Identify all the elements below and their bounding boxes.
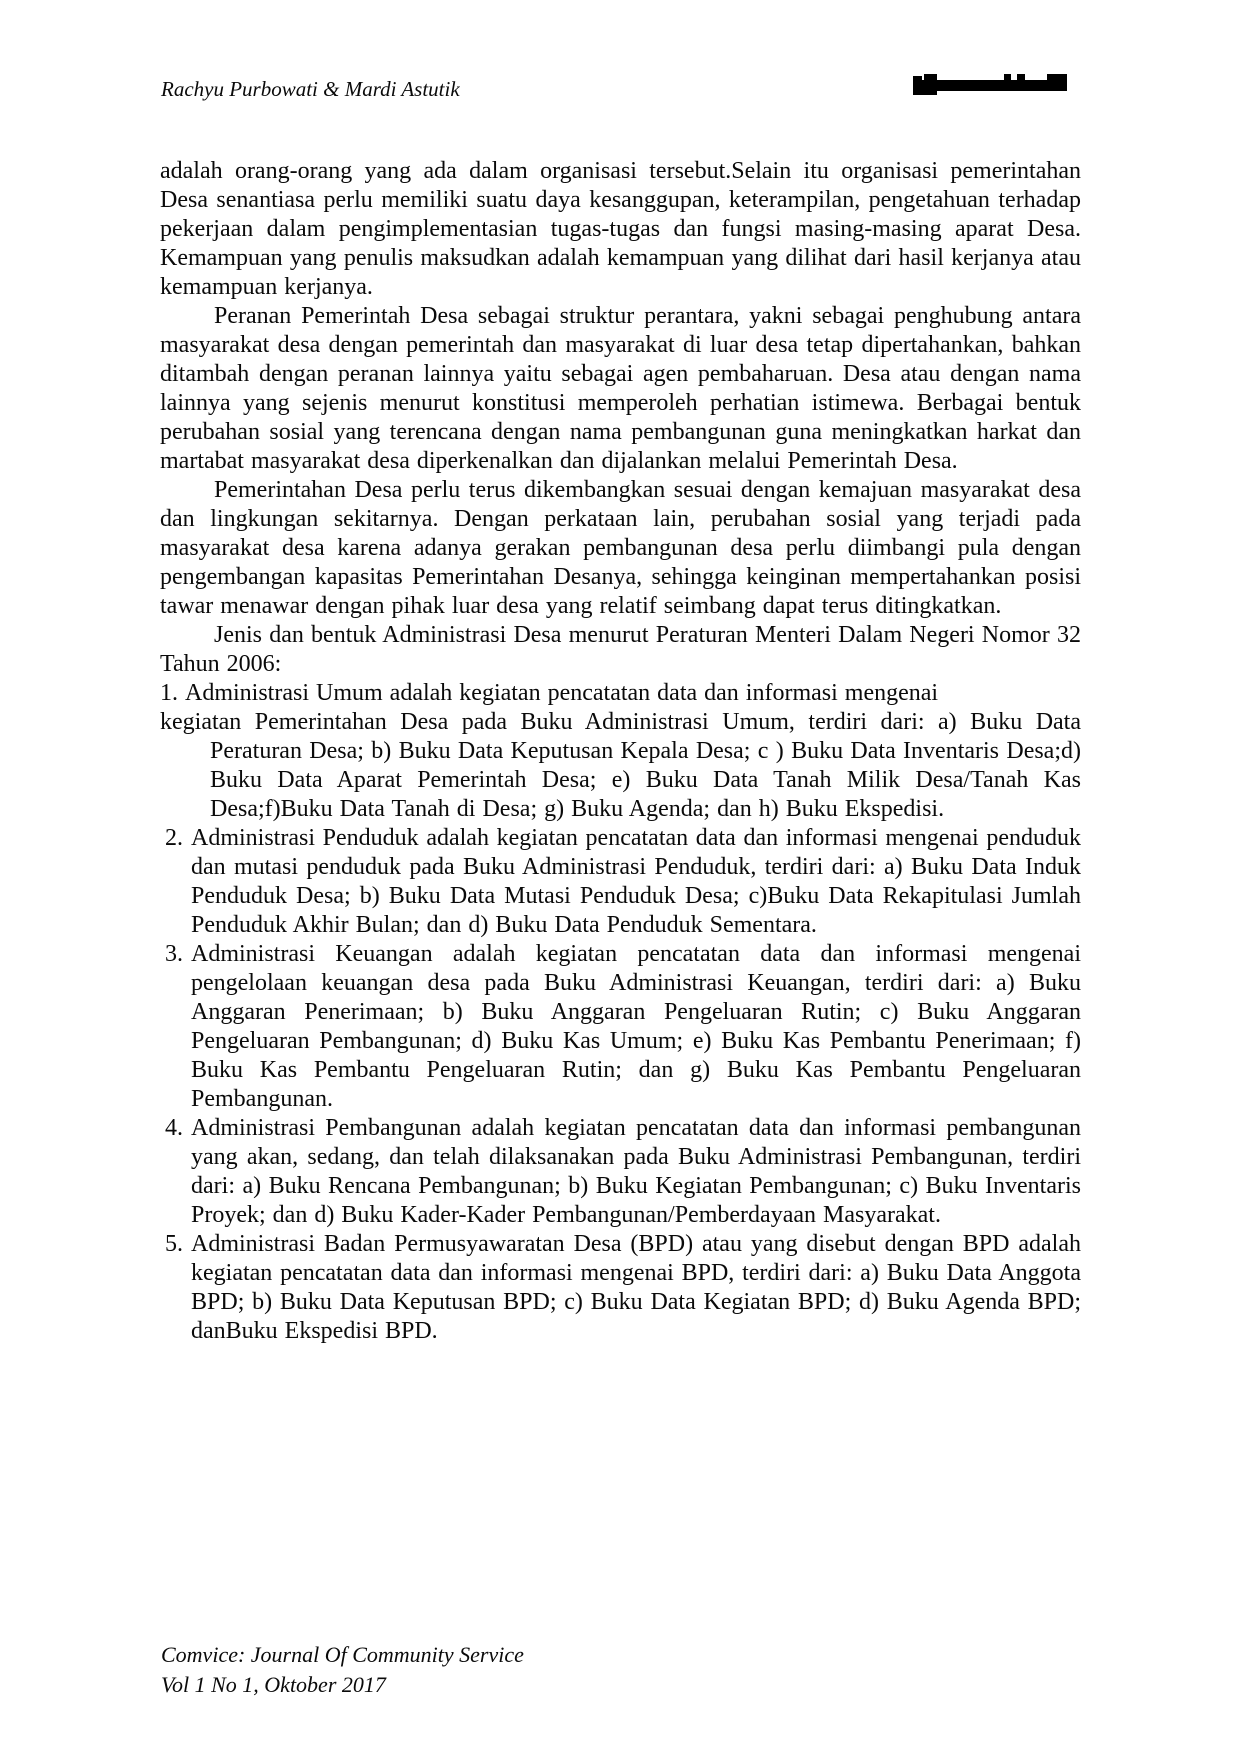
paragraph-1: adalah orang-orang yang ada dalam organisasi tersebut.Selain itu organisasi pemerintahan Desa senantiasa perlu memiliki suatu daya kesanggupan, keterampilan, pengetahuan terhadap pekerjaan dalam pengimplementasian tugas-tugas dan fungsi masing-masing aparat Desa. Kemampuan yang penulis maksudkan adalah kemampuan yang dilihat dari hasil kerjanya atau kemampuan kerjanya. [160, 158, 1081, 300]
list-item-3 [160, 940, 1081, 1114]
list-item-1 [160, 679, 1081, 824]
article-body [160, 157, 1081, 1346]
running-head-authors: Rachyu Purbowati & Mardi Astutik [161, 77, 460, 101]
list-item-text: Administrasi Penduduk adalah kegiatan pencatatan data dan informasi mengenai penduduk dan mutasi penduduk pada Buku Administrasi Penduduk, terdiri dari: a) Buku Data Induk Penduduk Desa; b) Buku Data Mutasi Penduduk Desa; c)Buku Data Rekapitulasi Jumlah Penduduk Akhir Bulan; dan d) Buku Data Penduduk Sementara. [191, 825, 1081, 938]
list-item-number: 3. [165, 941, 183, 967]
list-item-5 [160, 1230, 1081, 1346]
list-item-2 [160, 824, 1081, 940]
paragraph-2: Peranan Pemerintah Desa sebagai struktur perantara, yakni sebagai penghubung antara masyarakat desa dengan pemerintah dan masyarakat di luar desa tetap dipertahankan, bahkan ditambah dengan peranan lainnya yaitu sebagai agen pembaharuan. Desa atau dengan nama lainnya yang sejenis menurut konstitusi memperoleh perhatian istimewa. Berbagai bentuk perubahan sosial yang terencana dengan nama pembangunan guna meningkatkan harkat dan martabat masyarakat desa diperkenalkan dan dijalankan melalui Pemerintah Desa. [160, 303, 1081, 474]
footer-journal-title: Comvice: Journal Of Community Service [161, 1642, 524, 1667]
list-item-1-body: kegiatan Pemerintahan Desa pada Buku Administrasi Umum, terdiri dari: a) Buku Data Peraturan Desa; b) Buku Data Keputusan Kepala Desa; c ) Buku Data Inventaris Desa;d) Buku Data Aparat Pemerintah Desa; e) Buku Data Tanah Milik Desa/Tanah Kas Desa;f)Buku Data Tanah di Desa; g) Buku Agenda; dan h) Buku Ekspedisi. [160, 709, 1081, 822]
list-item-text: Administrasi Keuangan adalah kegiatan pencatatan data dan informasi mengenai pengelolaan keuangan desa pada Buku Administrasi Keuangan, terdiri dari: a) Buku Anggaran Penerimaan; b) Buku Anggaran Pengeluaran Rutin; c) Buku Anggaran Pengeluaran Pembangunan; d) Buku Kas Umum; e) Buku Kas Pembantu Penerimaan; f) Buku Kas Pembantu Pengeluaran Rutin; dan g) Buku Kas Pembantu Pengeluaran Pembangunan. [191, 941, 1081, 1112]
list-item-text: Administrasi Umum adalah kegiatan pencatatan data dan informasi mengenai [185, 680, 939, 706]
list-item-number: 5. [165, 1231, 183, 1257]
page-footer [161, 1640, 524, 1700]
list-item-number: 2. [165, 825, 183, 851]
list-item-4 [160, 1114, 1081, 1230]
list-item-text: Administrasi Badan Permusyawaratan Desa (BPD) atau yang disebut dengan BPD adalah kegiatan pencatatan data dan informasi mengenai BPD, terdiri dari: a) Buku Data Anggota BPD; b) Buku Data Keputusan BPD; c) Buku Data Kegiatan BPD; d) Buku Agenda BPD; danBuku Ekspedisi BPD. [191, 1231, 1081, 1344]
list-item-number: 1. [160, 680, 178, 706]
paragraph-4: Jenis dan bentuk Administrasi Desa menurut Peraturan Menteri Dalam Negeri Nomor 32 Tahun 2006: [160, 622, 1081, 677]
journal-logo-icon [905, 62, 1075, 104]
footer-volume-info: Vol 1 No 1, Oktober 2017 [161, 1672, 386, 1697]
list-item-number: 4. [165, 1115, 183, 1141]
list-item-1-lead [160, 679, 1081, 708]
list-item-text: Administrasi Pembangunan adalah kegiatan pencatatan data dan informasi pembangunan yang akan, sedang, dan telah dilaksanakan pada Buku Administrasi Pembangunan, terdiri dari: a) Buku Rencana Pembangunan; b) Buku Kegiatan Pembangunan; c) Buku Inventaris Proyek; dan d) Buku Kader-Kader Pembangunan/Pemberdayaan Masyarakat. [191, 1115, 1081, 1228]
paragraph-3: Pemerintahan Desa perlu terus dikembangkan sesuai dengan kemajuan masyarakat desa dan lingkungan sekitarnya. Dengan perkataan lain, perubahan sosial yang terjadi pada masyarakat desa karena adanya gerakan pembangunan desa perlu diimbangi pula dengan pengembangan kapasitas Pemerintahan Desanya, sehingga keinginan mempertahankan posisi tawar menawar dengan pihak luar desa yang relatif seimbang dapat terus ditingkatkan. [160, 477, 1081, 619]
